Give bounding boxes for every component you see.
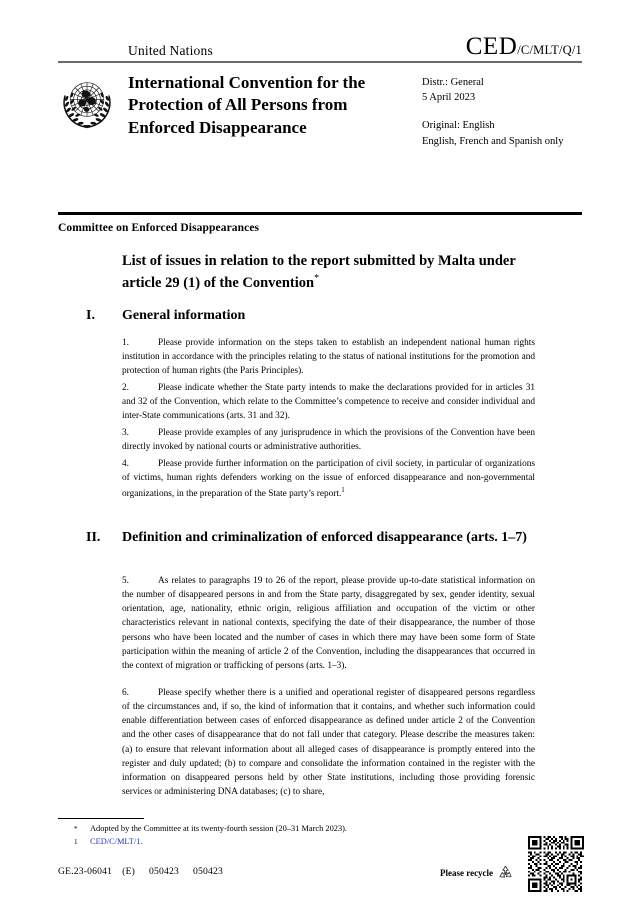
recycle-label: Please recycle: [440, 867, 494, 878]
paragraph-number-6: 6.: [122, 688, 129, 698]
distribution-spacer: [422, 105, 582, 118]
paragraph-text-1: Please provide information on the steps taken to establish an independent national human rights institution in accordance with the principles relating to the status of national institutions for the promotion and protection of human rights (the Paris Principles).: [122, 338, 535, 377]
paragraph-text-6: Please specify whether there is a unified and operational register of disappeared persons regardless of the circumstances and, if so, the kind of information that it contains, and whether such information could enable differentiation between cases of enforced disappearance as defined under article 2 of the Convention and the other cases of disappearance that do not fall under that category. Please describe the measures taken: (a) to ensure that relevant information about all alleged cases of disappearance is promptly entered into the register and duly updated; (b) to compare and consolidate the information contained in the register with the information on disappeared persons held by other State institutions, including those providing forensic services or administering DNA databases; (c) to share,: [122, 688, 535, 797]
convention-title: International Convention for the Protection of All Persons from Enforced Disappearance: [128, 73, 366, 137]
page-title-text: List of issues in relation to the report submitted by Malta under article 29 (1) of the Convention: [122, 253, 516, 291]
qr-code[interactable]: [528, 836, 584, 892]
paragraph-number-3: 3.: [122, 428, 129, 438]
un-emblem: [58, 74, 116, 132]
masthead-body-row: [58, 63, 582, 149]
document-symbol-suffix: /C/MLT/Q/1: [517, 43, 582, 57]
document-symbol-prefix: CED: [465, 33, 518, 60]
paragraph-1: [122, 336, 535, 378]
job-number: GE.23-06041: [58, 866, 113, 877]
footnotes: [74, 823, 494, 848]
title-footnote-mark: *: [314, 272, 320, 284]
section-number-1: I.: [86, 308, 95, 323]
paragraph-number-2: 2.: [122, 383, 129, 393]
available-languages: English, French and Spanish only: [422, 135, 564, 147]
masthead-top-row: [58, 34, 582, 61]
footnote-mark-asterisk: *: [74, 825, 78, 833]
footnote-text-asterisk: Adopted by the Committee at its twenty-fourth session (20–31 March 2023).: [90, 824, 348, 833]
recycle-icon: [497, 864, 514, 881]
document-symbol: [466, 34, 582, 59]
section-heading-1: [86, 307, 546, 325]
date-code-2: 050423: [193, 866, 223, 877]
committee-rule: [58, 212, 582, 215]
paragraph-number-4: 4.: [122, 459, 129, 469]
emblem-cell: [58, 72, 128, 132]
paragraph-5: [122, 574, 535, 673]
footnote-item: [74, 836, 494, 849]
footnote-ref-1[interactable]: 1: [341, 486, 345, 495]
section-title-2: Definition and criminalization of enforced disappearance (arts. 1–7): [122, 530, 527, 545]
distribution-block: [422, 72, 582, 149]
committee-name: Committee on Enforced Disappearances: [58, 222, 260, 234]
language-code: (E): [122, 866, 136, 877]
paragraph-number-5: 5.: [122, 576, 129, 586]
paragraph-4: [122, 457, 535, 501]
recycle-notice: [440, 864, 514, 881]
paragraph-text-3: Please provide examples of any jurisprudence in which the provisions of the Convention have been directly invoked by national courts or administrative authorities.: [122, 428, 535, 453]
distribution-type: Distr.: General: [422, 77, 484, 88]
original-language: Original: English: [422, 120, 495, 132]
organization-name: United Nations: [128, 43, 213, 58]
page-title: [122, 252, 542, 293]
masthead: [58, 34, 582, 149]
distribution-date: 5 April 2023: [422, 92, 476, 104]
paragraph-text-2: Please indicate whether the State party intends to make the declarations provided for in articles 31 and 32 of the Convention, which relate to the Committee’s competence to receive and consider individual and inter-State communications (arts. 31 and 32).: [122, 383, 535, 422]
paragraph-3: [122, 426, 535, 454]
footer-job-info: [58, 866, 223, 877]
paragraph-text-4: Please provide further information on the participation of civil society, in particular of organizations of victims, human rights defenders working on the issue of enforced disappearance and non-governmental organizations, in the preparation of the State party’s report.: [122, 459, 535, 500]
section-number-2: II.: [86, 530, 101, 545]
footnote-link-1[interactable]: CED/C/MLT/1.: [90, 836, 143, 846]
paragraph-6: [122, 686, 535, 799]
paragraph-number-1: 1.: [122, 338, 129, 348]
footnote-item: [74, 823, 494, 836]
footnote-separator: [58, 818, 144, 819]
paragraph-text-5: As relates to paragraphs 19 to 26 of the report, please provide up-to-date statistical information on the number of disappeared persons in and from the State party, disaggregated by sex, gender identity, sexual orientation, age, nationality, ethnic origin, religious affiliation and occupation of the victim or other characteristics relevant in national contexts, specifying the date of their disappearance, the number of those persons who have been located and the number of cases in which there may have been some form of State participation within the meaning of article 2 of the Convention, including the disappearances that occurred in the context of migration or trafficking of persons (arts. 1–3).: [122, 576, 535, 671]
date-code-1: 050423: [149, 866, 180, 877]
footnote-mark-1: 1: [74, 837, 78, 846]
section-title-1: General information: [122, 308, 246, 323]
paragraph-2: [122, 381, 535, 423]
section-heading-2: [86, 529, 546, 547]
